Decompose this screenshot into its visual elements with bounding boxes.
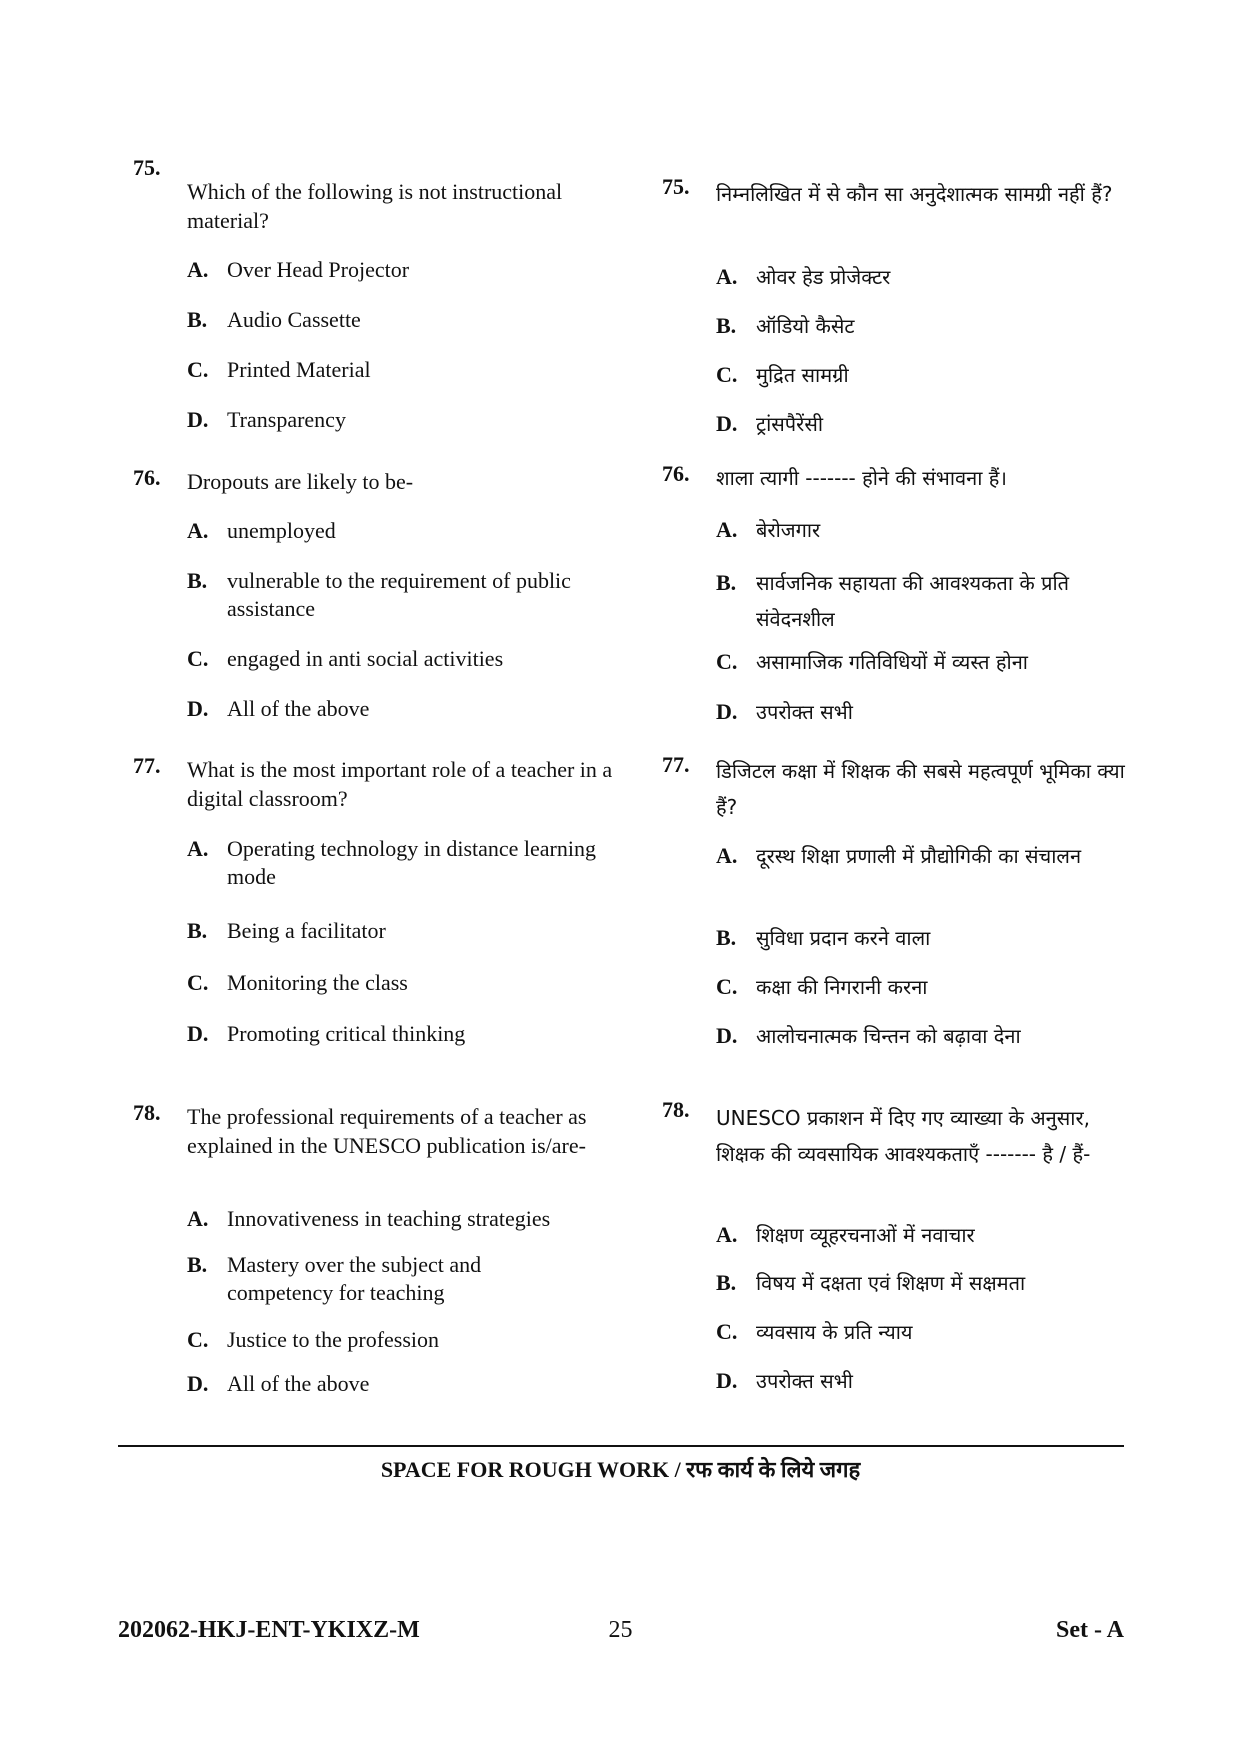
question-text: The professional requirements of a teacher as explained in the UNESCO publication is/are- bbox=[187, 1104, 587, 1158]
question-number: 76. bbox=[133, 465, 161, 490]
rough-work-label: SPACE FOR ROUGH WORK / रफ कार्य के लिये जगह bbox=[380, 1457, 861, 1482]
question-text: Which of the following is not instructional material? bbox=[187, 179, 563, 233]
divider-line bbox=[118, 1445, 1124, 1447]
question-text: Dropouts are likely to be- bbox=[187, 469, 414, 494]
question-number: 77. bbox=[133, 753, 161, 778]
paper-code: 202062-HKJ-ENT-YKIXZ-M bbox=[118, 1617, 420, 1643]
question-text: डिजिटल कक्षा में शिक्षक की सबसे महत्वपूर्ण भूमिका क्या हैं? bbox=[716, 759, 1125, 819]
question-text: UNESCO प्रकाशन में दिए गए व्याख्या के अनुसार, शिक्षक की व्यवसायिक आवश्यकताएँ ------- है / हैं- bbox=[716, 1106, 1091, 1166]
question-text: शाला त्यागी ------- होने की संभावना हैं। bbox=[716, 466, 1008, 490]
question-number: 75. bbox=[133, 155, 161, 180]
page-number: 25 bbox=[608, 1617, 633, 1643]
question-number: 77. bbox=[662, 752, 690, 777]
question-number: 78. bbox=[133, 1100, 161, 1125]
question-number: 75. bbox=[662, 174, 690, 199]
set-label: Set - A bbox=[1056, 1617, 1124, 1643]
question-text: What is the most important role of a teacher in a digital classroom? bbox=[187, 757, 613, 811]
question-number: 76. bbox=[662, 461, 690, 486]
question-number: 78. bbox=[662, 1097, 690, 1122]
question-text: निम्नलिखित में से कौन सा अनुदेशात्मक सामग्री नहीं हैं? bbox=[716, 182, 1113, 206]
